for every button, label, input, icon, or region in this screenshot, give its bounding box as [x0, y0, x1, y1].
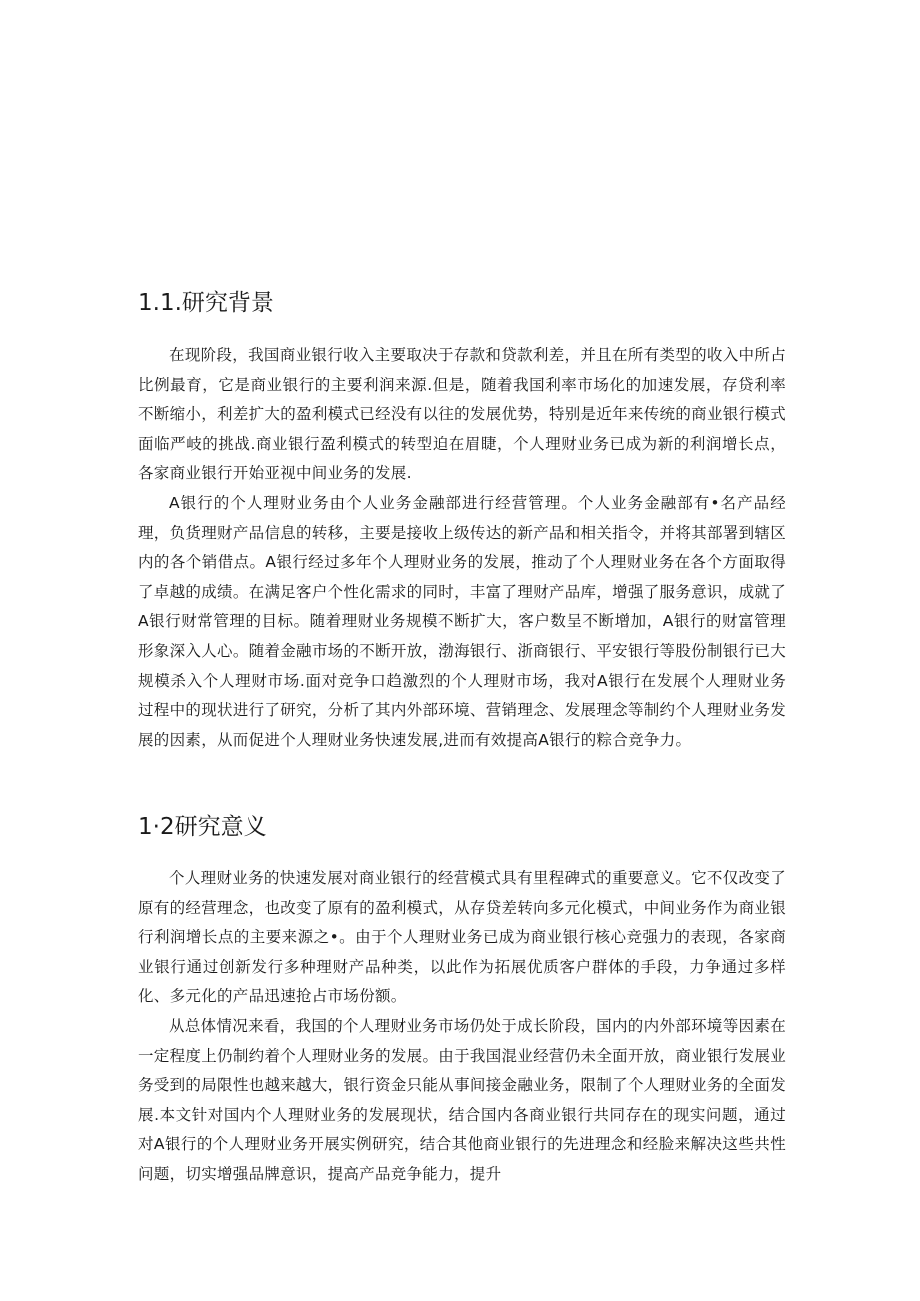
section-research-significance: [138, 812, 786, 1190]
section-heading: 1·2研究意义: [138, 814, 267, 840]
paragraph: 从总体情况来看，我国的个人理财业务市场仍处于成长阶段，国内的内外部环境等因素在一定程度上仍制约着个人理财业务的发展。由于我国混业经营仍未全面开放，商业银行发展业务受到的局限性也越来越大，银行资金只能从事间接金融业务，限制了个人理财业务的全面发展.本文针对国内个人理财业务的发展现状，结合国内各商业银行共同存在的现实问题，通过对A银行的个人理财业务开展实例研究，结合其他商业银行的先进理念和经脸来解决这些共性问题，切实增强品牌意识，提高产品竞争能力，提升: [138, 1016, 786, 1183]
section-body: [138, 864, 786, 1190]
paragraph: 个人理财业务的快速发展对商业银行的经营模式具有里程碑式的重要意义。它不仅改变了原有的经营理念，也改变了原有的盈利模式，从存贷差转向多元化模式，中间业务作为商业银行利润增长点的主要来源之•。由于个人理财业务已成为商业银行核心竞强力的表现，各家商业银行通过创新发行多种理财产品种类，以此作为拓展优质客户群体的手段，力争通过多样化、多元化的产品迅速抢占市场份额。: [138, 869, 786, 1006]
paragraph: 在现阶段，我国商业银行收入主要取决于存款和贷款利差，并且在所有类型的收入中所占比例最育，它是商业银行的主要利润来源.但是，随着我国利率市场化的加速发展，存贷利率不断缩小，利差扩大的盈利模式已经没有以往的发展优势，特别是近年来传统的商业银行模式面临严岐的挑战.商业银行盈利模式的转型迫在眉睫，个人理财业务已成为新的利润增长点，各家商业银行开始亚视中间业务的发展.: [138, 346, 786, 483]
paragraph: A银行的个人理财业务由个人业务金融部进行经营管理。个人业务金融部有•名产品经理，负货理财产品信息的转移，主要是接收上级传达的新产品和相关指令，并将其部署到辖区内的各个销借点。A银行经过多年个人理财业务的发展，推动了个人理财业务在各个方面取得了卓越的成绩。在满足客户个性化需求的同时，丰富了理财产品库，增强了服务意识，成就了A银行财常管理的目标。随着理财业务规模不断扩大，客户数呈不断增加，A银行的财富管理形象深入人心。随着金融市场的不断开放，渤海银行、浙商银行、平安银行等股份制银行已大规模杀入个人理财市场.面对竞争口趋激烈的个人理财市场，我对A银行在发展个人理财业务过程中的现状进行了研究，分析了其内外部环境、营销理念、发展理念等制约个人理财业务发展的因素，从而促进个人理财业务快速发展,进而有效提高A银行的粽合竞争力。: [138, 493, 786, 749]
section-research-background: [138, 288, 786, 755]
section-heading: 1.1.研究背景: [138, 290, 274, 316]
section-body: [138, 341, 786, 755]
